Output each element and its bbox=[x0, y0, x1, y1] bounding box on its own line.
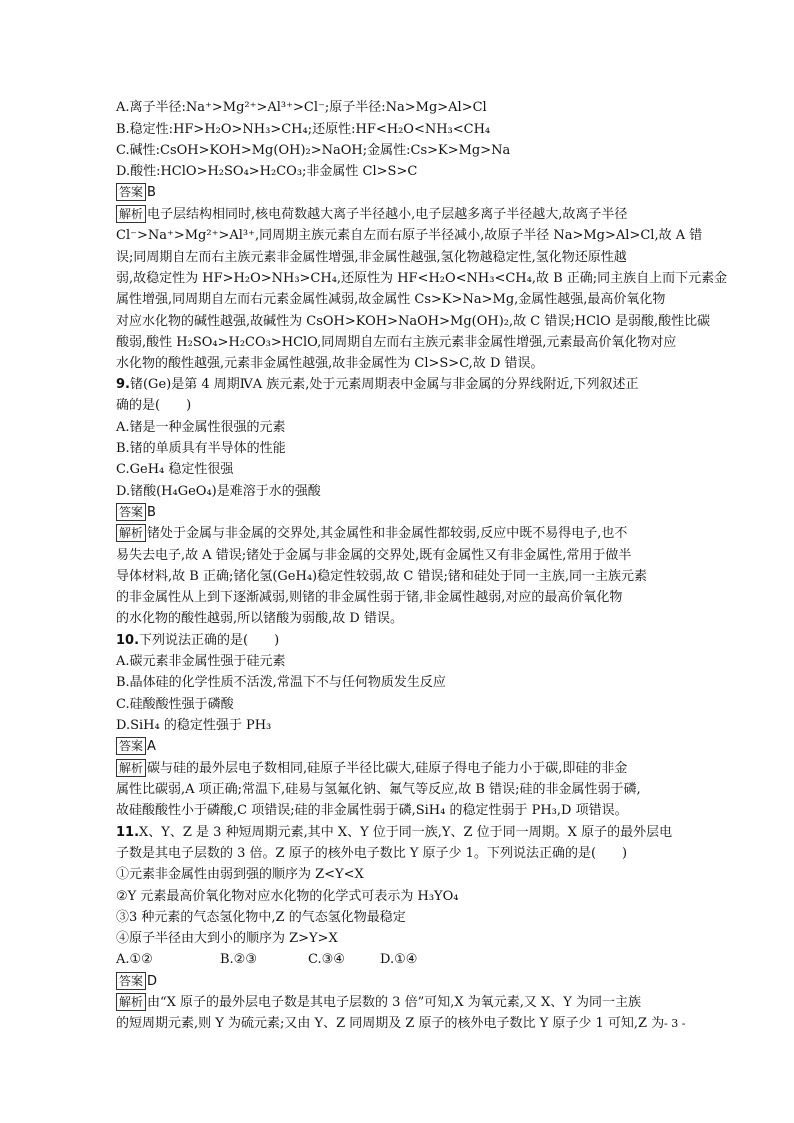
q11-number: 11. bbox=[116, 825, 140, 840]
q8-analysis-line-6: 对应水化物的碱性越强,故碱性为 CsOH>KOH>NaOH>Mg(OH)₂,故 C 错误;HClO 是弱酸,酸性比碳 bbox=[116, 314, 711, 329]
q9-analysis-line-5: 的水化物的酸性越弱,所以锗酸为弱酸,故 D 错误。 bbox=[116, 611, 403, 626]
q11-choice-c: C.③④ bbox=[308, 952, 345, 967]
q10-answer: A bbox=[147, 739, 156, 754]
page-number: - 3 - bbox=[664, 1017, 686, 1030]
q8-analysis-line-7: 酸弱,酸性 H₂SO₄>H₂CO₃>HClO,同周期自左而右主族元素非金属性增强,元素最高价氧化物对应 bbox=[116, 335, 677, 350]
q10-option-a: A.碳元素非金属性强于硅元素 bbox=[116, 654, 286, 669]
answer-label: 答案 bbox=[116, 183, 146, 201]
q8-answer-line bbox=[116, 183, 156, 203]
q11-stem-line-2: 子数是其电子层数的 3 倍。Z 原子的核外电子数比 Y 原子少 1。下列说法正确的是( ) bbox=[116, 846, 628, 861]
q9-analysis-line-1: 解析 锗处于金属与非金属的交界处,其金属性和非金属性都较弱,反应中既不易得电子,也不 bbox=[116, 524, 627, 544]
q11-choices bbox=[116, 950, 417, 970]
q11-analysis-line-2: 的短周期元素,则 Y 为硫元素;又由 Y、Z 同周期及 Z 原子的核外电子数比 Y 原子少 1 可知,Z 为 bbox=[116, 1016, 665, 1031]
q8-answer: B bbox=[147, 185, 156, 200]
q8-option-a: A.离子半径:Na⁺>Mg²⁺>Al³⁺>Cl⁻;原子半径:Na>Mg>Al>Cl bbox=[116, 100, 487, 115]
q9-stem-line-2: 确的是( ) bbox=[116, 398, 192, 413]
q11-statement-2: ②Y 元素最高价氧化物对应水化物的化学式可表示为 H₃YO₄ bbox=[116, 889, 459, 904]
q11-statement-1: ①元素非金属性由弱到强的顺序为 Z<Y<X bbox=[116, 867, 364, 882]
q9-stem-line-1: 9.锗(Ge)是第 4 周期ⅣA 族元素,处于元素周期表中金属与非金属的分界线附近,下列叙述正 bbox=[116, 377, 639, 392]
q11-analysis-line-1: 解析 由“X 原子的最外层电子数是其电子层数的 3 倍”可知,X 为氧元素,又 X、Y 为同一主族 bbox=[116, 993, 641, 1013]
analysis-label: 解析 bbox=[116, 524, 146, 542]
q10-stem: 10.下列说法正确的是( ) bbox=[116, 633, 280, 648]
q8-analysis-line-5: 属性增强,同周期自左而右元素金属性减弱,故金属性 Cs>K>Na>Mg,金属性越强,最高价氧化物 bbox=[116, 292, 666, 307]
analysis-label: 解析 bbox=[116, 205, 146, 223]
q8-option-c: C.碱性:CsOH>KOH>Mg(OH)₂>NaOH;金属性:Cs>K>Mg>Na bbox=[116, 143, 511, 158]
q8-analysis-line-8: 水化物的酸性越强,元素非金属性越强,故非金属性为 Cl>S>C,故 D 错误。 bbox=[116, 356, 544, 371]
q10-option-c: C.硅酸酸性强于磷酸 bbox=[116, 697, 234, 712]
answer-label: 答案 bbox=[116, 737, 146, 755]
q9-option-d: D.锗酸(H₄GeO₄)是难溶于水的强酸 bbox=[116, 484, 321, 499]
q11-choice-d: D.①④ bbox=[380, 952, 418, 967]
q10-analysis-line-3: 故硅酸酸性小于磷酸,C 项错误;硅的非金属性弱于磷,SiH₄ 的稳定性弱于 PH₃,D 项错误。 bbox=[116, 803, 628, 818]
analysis-label: 解析 bbox=[116, 759, 146, 777]
q10-number: 10. bbox=[116, 633, 140, 648]
q9-option-c: C.GeH₄ 稳定性很强 bbox=[116, 462, 234, 477]
answer-label: 答案 bbox=[116, 972, 146, 990]
q9-answer: B bbox=[147, 505, 156, 520]
q10-answer-line bbox=[116, 737, 156, 757]
q8-analysis-line-2: Cl⁻>Na⁺>Mg²⁺>Al³⁺,同周期主族元素自左而右原子半径减小,故原子半径 Na>Mg>Al>Cl,故 A 错 bbox=[116, 228, 703, 243]
q11-answer-line bbox=[116, 972, 157, 992]
q9-analysis-line-3: 导体材料,故 B 正确;锗化氢(GeH₄)稳定性较弱,故 C 错误;锗和硅处于同一主族,同一主族元素 bbox=[116, 569, 647, 584]
q10-option-b: B.晶体硅的化学性质不活泼,常温下不与任何物质发生反应 bbox=[116, 675, 446, 690]
q10-analysis-line-2: 属性比碳弱,A 项正确;常温下,硅易与氢氟化钠、氟气等反应,故 B 错误;硅的非金属性弱于磷, bbox=[116, 782, 641, 797]
answer-label: 答案 bbox=[116, 503, 146, 521]
q11-choice-b: B.②③ bbox=[220, 952, 257, 967]
q11-statement-3: ③3 种元素的气态氢化物中,Z 的气态氢化物最稳定 bbox=[116, 910, 406, 925]
q8-option-d: D.酸性:HClO>H₂SO₄>H₂CO₃;非金属性 Cl>S>C bbox=[116, 164, 418, 179]
q8-analysis-line-1: 解析 电子层结构相同时,核电荷数越大离子半径越小,电子层越多离子半径越大,故离子半径 bbox=[116, 205, 627, 225]
q9-analysis-line-4: 的非金属性从上到下逐渐减弱,则锗的非金属性弱于锗,非金属性越弱,对应的最高价氧化物 bbox=[116, 590, 623, 605]
q10-analysis-line-1: 解析 碳与硅的最外层电子数相同,硅原子半径比碳大,硅原子得电子能力小于碳,即硅的非金 bbox=[116, 759, 627, 779]
q9-answer-line bbox=[116, 503, 156, 523]
q10-option-d: D.SiH₄ 的稳定性强于 PH₃ bbox=[116, 718, 272, 733]
q9-option-b: B.锗的单质具有半导体的性能 bbox=[116, 441, 286, 456]
analysis-label: 解析 bbox=[116, 993, 146, 1011]
q11-stem-line-1: 11.X、Y、Z 是 3 种短周期元素,其中 X、Y 位于同一族,Y、Z 位于同一周期。X 原子的最外层电 bbox=[116, 825, 673, 840]
q8-analysis-line-3: 误;同周期自左而右主族元素非金属性增强,非金属性越强,氢化物越稳定性,氢化物还原性越 bbox=[116, 250, 627, 265]
q8-analysis-line-4: 弱,故稳定性为 HF>H₂O>NH₃>CH₄,还原性为 HF<H₂O<NH₃<CH₄,故 B 正确;同主族自上而下元素金 bbox=[116, 271, 728, 286]
q11-statement-4: ④原子半径由大到小的顺序为 Z>Y>X bbox=[116, 931, 338, 946]
q8-option-b: B.稳定性:HF>H₂O>NH₃>CH₄;还原性:HF<H₂O<NH₃<CH₄ bbox=[116, 122, 491, 137]
q9-number: 9. bbox=[116, 377, 130, 392]
q9-option-a: A.锗是一种金属性很强的元素 bbox=[116, 420, 286, 435]
q9-analysis-line-2: 易失去电子,故 A 错误;锗处于金属与非金属的交界处,既有金属性又有非金属性,常用于做半 bbox=[116, 548, 632, 563]
q11-answer: D bbox=[147, 974, 158, 989]
q11-choice-a: A.①② bbox=[116, 952, 153, 967]
